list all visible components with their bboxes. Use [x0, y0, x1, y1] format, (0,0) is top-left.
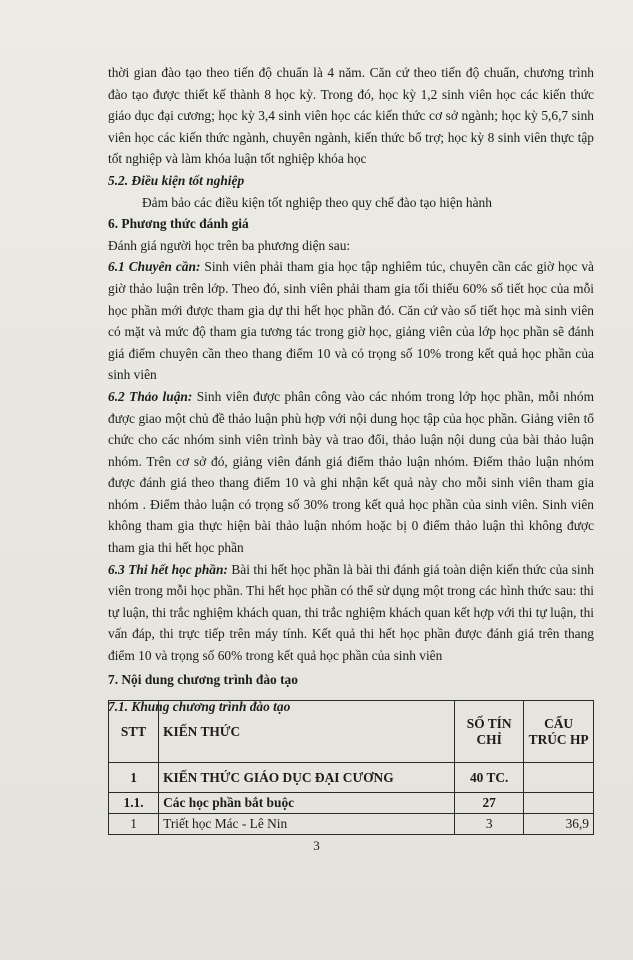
heading-7: 7. Nội dung chương trình đào tạo — [108, 671, 298, 687]
paragraph-evaluation-intro: Đánh giá người học trên ba phương diện sau: — [108, 237, 351, 253]
header-so-tin-chi: SỐ TÍN CHỈ — [455, 701, 524, 763]
section-6-3-title: 6.3 Thi hết học phần: — [108, 561, 228, 577]
cell-so-tin-chi: 40 TC. — [455, 763, 524, 793]
document-body — [108, 62, 594, 718]
cell-cau-truc — [524, 793, 594, 814]
paragraph-graduation: Đảm bảo các điều kiện tốt nghiệp theo quy chế đào tạo hiện hành — [142, 194, 492, 210]
heading-5-2: 5.2. Điều kiện tốt nghiệp — [108, 172, 245, 188]
cell-stt: 1.1. — [109, 793, 159, 814]
section-6-2-title: 6.2 Thảo luận: — [108, 388, 193, 404]
heading-6: 6. Phương thức đánh giá — [108, 216, 249, 232]
cell-cau-truc — [524, 763, 594, 793]
table-row — [109, 763, 594, 793]
section-6-3 — [108, 559, 594, 667]
section-6-2-text: Sinh viên được phân công vào các nhóm trong lớp học phần, mỗi nhóm được giao một chủ đề thảo luận phù hợp với nội dung học tập của học phần. Giảng viên tổ chức cho các nhóm sinh viên trình bày và trao đổi, thảo luận nội dung của bài thảo luận nhóm. Trên cơ sở đó, giảng viên đánh giá điểm thảo luận nhóm. Điểm thảo luận nhóm được đánh giá theo thang điểm 10 và ghi nhận kết quả này cho mỗi sinh viên tham gia nhóm . Điểm thảo luận có trọng số 30% trong kết quả học phần của sinh viên. Sinh viên không tham gia thực hiện bài thảo luận nhóm hoặc bị 0 điểm thảo luận thì không được tham gia thi hết học phần — [108, 388, 594, 556]
section-6-1-text: Sinh viên phải tham gia học tập nghiêm túc, chuyên cần các giờ học và giờ thảo luận trên lớp. Theo đó, sinh viên phải tham gia tối thiểu 60% số tiết học của mỗi học phần mới được tham gia dự thi hết học phần đó. Căn cứ vào số tiết học mà sinh viên có mặt và mức độ tham gia tương tác trong giờ học, giảng viên của lớp học phần sẽ đánh giá điểm chuyên cần theo thang điểm 10 và có trọng số 10% trong kết quả học phần của sinh viên — [108, 259, 594, 383]
heading-7-1: 7.1. Khung chương trình đào tạo — [108, 699, 291, 715]
table-row — [109, 793, 594, 814]
header-kien-thuc: KIẾN THỨC — [159, 701, 455, 763]
cell-kien-thuc: KIẾN THỨC GIÁO DỤC ĐẠI CƯƠNG — [159, 763, 455, 793]
cell-cau-truc: 36,9 — [524, 814, 594, 835]
cell-kien-thuc: Các học phần bắt buộc — [159, 793, 455, 814]
section-6-1-title: 6.1 Chuyên cần: — [108, 259, 201, 275]
cell-so-tin-chi: 27 — [455, 793, 524, 814]
cell-kien-thuc: Triết học Mác - Lê Nin — [159, 814, 455, 835]
table-row — [109, 814, 594, 835]
curriculum-table-wrap — [108, 700, 594, 835]
cell-stt: 1 — [109, 814, 159, 835]
section-6-3-text: Bài thi hết học phần là bài thi đánh giá toàn diện kiến thức của sinh viên trong mỗi học phần. Thi hết học phần có thể sử dụng một trong các hình thức sau: thi tự luận, thi trắc nghiệm khách quan, thi trắc nghiệm khách quan kết hợp với thi tự luận, thi vấn đáp, thi trực tiếp trên máy tính. Kết quả thi hết học phần được đánh giá trên thang điểm 10 và trọng số 60% trong kết quả học phần của sinh viên — [108, 561, 595, 664]
section-6-2 — [108, 386, 594, 559]
table-header-row — [109, 701, 594, 763]
curriculum-table — [108, 700, 594, 835]
cell-so-tin-chi: 3 — [455, 814, 524, 835]
page-number: 3 — [313, 838, 320, 853]
header-cau-truc-hp: CẤU TRÚC HP — [524, 701, 594, 763]
cell-stt: 1 — [109, 763, 159, 793]
section-6-1 — [108, 256, 594, 386]
paragraph-training-duration: thời gian đào tạo theo tiến độ chuẩn là 4 năm. Căn cứ theo tiến độ chuẩn, chương trình đào tạo được thiết kế thành 8 học kỳ. Trong đó, học kỳ 1,2 sinh viên học các kiến thức giáo dục đại cương; học kỳ 3,4 sinh viên học các kiến thức cơ sở ngành; học kỳ 5,6,7 sinh viên học các kiến thức ngành, chuyên ngành, kiến thức bổ trợ; học kỳ 8 sinh viên thực tập tốt nghiệp và làm khóa luận tốt nghiệp khóa học — [108, 65, 594, 167]
header-stt: STT — [109, 701, 159, 763]
